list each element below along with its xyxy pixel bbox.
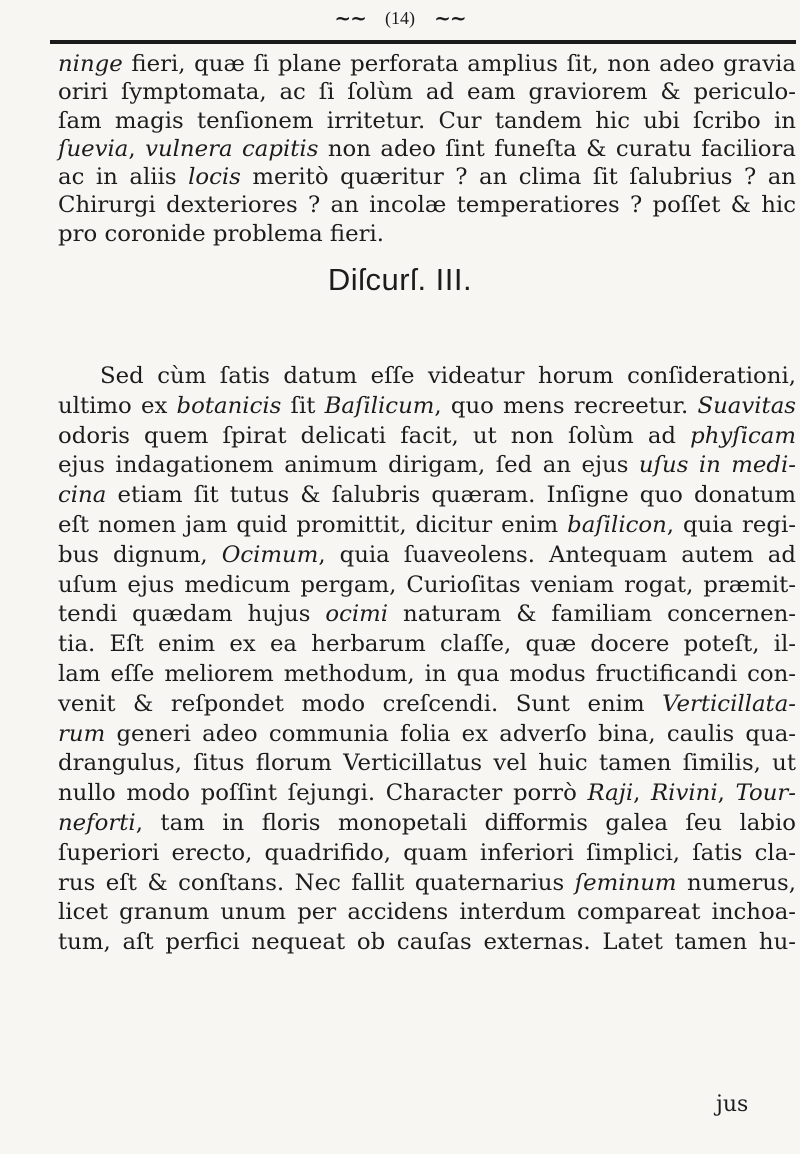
text-line: ninge fieri, quæ ſi plane perforata amplius ſit, non adeo gravia xyxy=(58,51,796,77)
text-line: lam eſſe meliorem methodum, in qua modus fructificandi con- xyxy=(58,660,796,687)
text-line: cina etiam ſit tutus & ſalubris quæram. Inſigne quo donatum xyxy=(58,482,796,509)
header-rule xyxy=(50,40,796,44)
text-line: drangulus, ſitus florum Verticillatus vel huic tamen ſimilis, ut xyxy=(58,750,796,777)
right-ornament: ~~ xyxy=(434,6,466,30)
text-line: ſuperiori erecto, quadrifido, quam inferiori ſimplici, ſatis cla- xyxy=(58,839,796,866)
text-line: bus dignum, Ocimum, quia ſuaveolens. Antequam autem ad xyxy=(58,541,796,568)
text-line: odoris quem ſpirat delicati facit, ut non ſolùm ad phyſicam xyxy=(58,422,796,449)
text-line: tendi quædam hujus ocimi naturam & familiam concernen- xyxy=(58,601,796,628)
text-line: tum, aſt perfici nequeat ob cauſas externas. Latet tamen hu- xyxy=(58,929,796,956)
text-line: eſt nomen jam quid promittit, dicitur enim baſilicon, quia regi- xyxy=(58,511,797,538)
page-header xyxy=(0,6,800,40)
text-line: Sed cùm ſatis datum eſſe videatur horum conſiderationi, xyxy=(100,363,796,389)
paragraph-discursus-three xyxy=(58,362,796,958)
text-line: ultimo ex botanicis ſit Baſilicum, quo mens recreetur. Suavitas xyxy=(58,392,796,419)
text-line: neforti, tam in floris monopetali difformis galea ſeu labio xyxy=(58,809,796,836)
paragraph-continued xyxy=(58,50,796,248)
text-line: pro coronide problema fieri. xyxy=(58,220,385,247)
text-line: venit & reſpondet modo creſcendi. Sunt enim Verticillata- xyxy=(58,690,796,717)
text-line: uſum ejus medicum pergam, Curioſitas veniam rogat, præmit- xyxy=(58,571,796,598)
text-line: ac in aliis locis meritò quæritur ? an clima ſit ſalubrius ? an xyxy=(58,164,796,191)
text-line: ejus indagationem animum dirigam, ſed an ejus uſus in medi- xyxy=(58,452,797,479)
text-line: ſuevia, vulnera capitis non adeo ſint funeſta & curatu faciliora xyxy=(58,135,796,162)
text-line: ſam magis tenſionem irritetur. Cur tandem hic ubi ſcribo in xyxy=(58,107,796,134)
text-line: Chirurgi dexteriores ? an incolæ temperatiores ? poſſet & hic xyxy=(58,192,796,219)
section-heading: Diſcurſ. III. xyxy=(327,262,473,297)
text-line: nullo modo poſſint ſejungi. Character porrò Raji, Rivini, Tour- xyxy=(58,780,796,807)
text-line: rus eſt & conſtans. Nec fallit quaternarius ſeminum numerus, xyxy=(58,869,796,896)
text-line: licet granum unum per accidens interdum compareat inchoa- xyxy=(58,899,796,926)
page-number: (14) xyxy=(385,7,415,28)
text-line: tia. Eſt enim ex ea herbarum claſſe, quæ docere poteſt, il- xyxy=(58,631,796,658)
catchword: jus xyxy=(716,1092,749,1117)
text-line: rum generi adeo communia folia ex adverſo bina, caulis qua- xyxy=(58,720,796,747)
left-ornament: ~~ xyxy=(334,6,366,30)
text-line: oriri ſymptomata, ac ſi ſolùm ad eam graviorem & periculo- xyxy=(58,79,796,106)
